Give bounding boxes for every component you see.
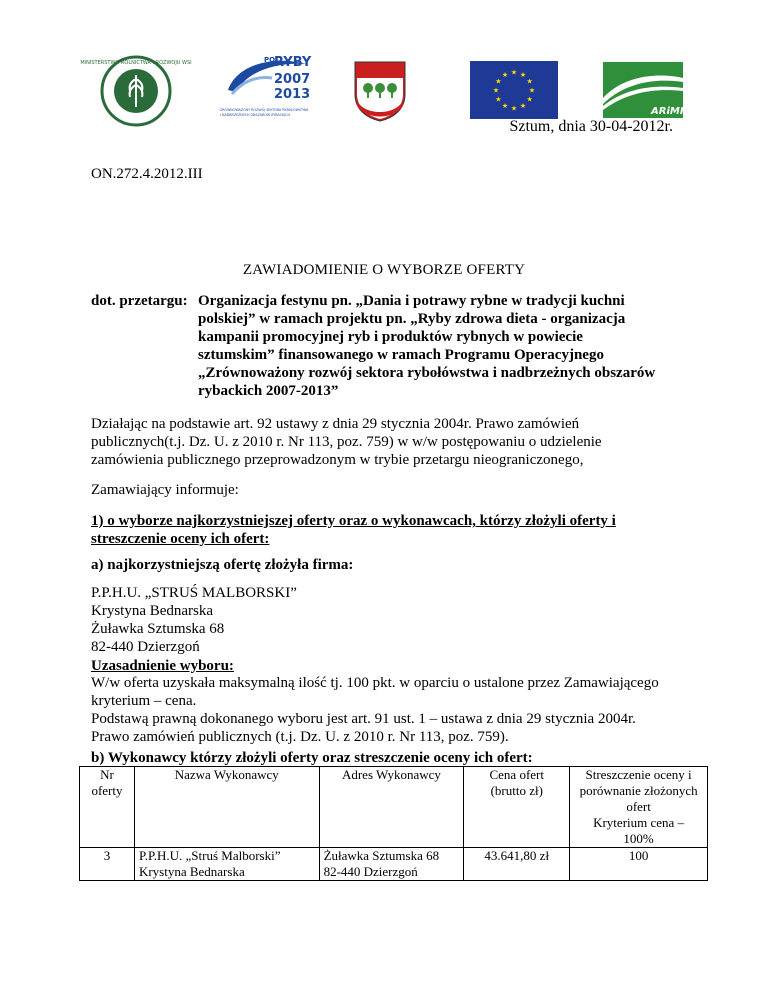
winner-line: Żuławka Sztumska 68 bbox=[91, 621, 225, 637]
subject-line: „Zrównoważony rozwój sektora rybołówstwa i nadbrzeżnych obszarów bbox=[198, 365, 656, 381]
po-text: PO bbox=[264, 56, 276, 64]
logo-bar bbox=[0, 52, 768, 122]
eu-flag-logo bbox=[470, 61, 558, 119]
document-title: ZAWIADOMIENIE O WYBORZE OFERTY bbox=[242, 262, 526, 278]
header-nr-line: oferty bbox=[91, 783, 123, 798]
cell-name bbox=[134, 848, 319, 881]
legal-basis-line: Działając na podstawie art. 92 ustawy z dnia 29 stycznia 2004r. Prawo zamówień bbox=[91, 416, 580, 432]
po-ryby-logo bbox=[218, 52, 316, 122]
section-1-heading bbox=[91, 512, 691, 548]
tender-subject bbox=[91, 292, 691, 400]
cell-address-line: 82-440 Dzierzgoń bbox=[323, 864, 418, 879]
header-nr bbox=[80, 767, 135, 848]
winner-line: P.P.H.U. „STRUŚ MALBORSKI” bbox=[91, 585, 297, 601]
ministry-logo-text: MINISTERSTWO ROLNICTWA I ROZWOJU WSI bbox=[80, 60, 192, 66]
subject-label: dot. przetargu: bbox=[91, 293, 188, 309]
subject-body bbox=[198, 292, 691, 400]
winner-address bbox=[91, 584, 691, 656]
eu-star-icon: ★ bbox=[510, 104, 518, 113]
header-price bbox=[464, 767, 570, 848]
reference-number: ON.272.4.2012.III bbox=[91, 166, 203, 182]
section-1-line: streszczenie oceny ich ofert: bbox=[91, 531, 270, 547]
eu-star-icon: ★ bbox=[492, 86, 500, 95]
header-price-line: Cena ofert bbox=[489, 767, 544, 782]
cell-price: 43.641,80 zł bbox=[464, 848, 570, 881]
ryby-caption-2: I NADBRZEŻNYCH OBSZARÓW RYBACKICH bbox=[220, 113, 290, 117]
cell-address bbox=[319, 848, 464, 881]
header-score-line: Streszczenie oceny i bbox=[585, 767, 692, 782]
informs-text: Zamawiający informuje: bbox=[91, 482, 239, 498]
header-name: Nazwa Wykonawcy bbox=[134, 767, 319, 848]
legal-basis-line: publicznych(t.j. Dz. U. z 2010 r. Nr 113, poz. 759) w w/w postępowaniu o udzielenie bbox=[91, 434, 602, 450]
cell-nr: 3 bbox=[80, 848, 135, 881]
header-address: Adres Wykonawcy bbox=[319, 767, 464, 848]
ryby-text: RYBY bbox=[274, 55, 312, 70]
arimr-logo bbox=[603, 62, 688, 118]
header-price-line: (brutto zł) bbox=[490, 783, 543, 798]
cell-score: 100 bbox=[570, 848, 708, 881]
year-end-text: 2013 bbox=[274, 87, 311, 102]
eu-star-icon: ★ bbox=[495, 95, 502, 104]
header-nr-line: Nr bbox=[100, 767, 114, 782]
header-score-line: 100% bbox=[623, 831, 654, 846]
eu-star-icon: ★ bbox=[519, 70, 527, 79]
justification-body bbox=[91, 674, 691, 746]
subject-line: sztumskim” finansowanego w ramach Programu Operacyjnego bbox=[198, 347, 604, 363]
justification-line: W/w oferta uzyskała maksymalną ilość tj. 100 pkt. w oparciu o ustalone przez Zamawiającego bbox=[91, 675, 659, 691]
cell-name-line: P.P.H.U. „Struś Malborski” bbox=[138, 848, 281, 863]
header-score bbox=[570, 767, 708, 848]
eu-star-icon: ★ bbox=[526, 95, 533, 104]
offers-table bbox=[79, 766, 708, 881]
section-b-heading: b) Wykonawcy którzy złożyli oferty oraz streszczenie oceny ich ofert: bbox=[91, 750, 533, 766]
subject-line: Organizacja festynu pn. „Dania i potrawy rybne w tradycji kuchni bbox=[198, 293, 625, 309]
justification-line: kryterium – cena. bbox=[91, 693, 197, 709]
legal-basis-line: zamówienia publicznego przeprowadzonym w trybie przetargu nieograniczonego, bbox=[91, 452, 584, 468]
justification-line: Podstawą prawną dokonanego wyboru jest art. 91 ust. 1 – ustawa z dnia 29 stycznia 2004r. bbox=[91, 711, 636, 727]
eu-star-icon: ★ bbox=[526, 77, 533, 86]
year-start-text: 2007 bbox=[274, 72, 311, 87]
cell-address-line: Żuławka Sztumska 68 bbox=[323, 848, 440, 863]
justification-title: Uzasadnienie wyboru: bbox=[91, 658, 234, 674]
ministry-agriculture-logo bbox=[80, 55, 192, 127]
ryby-caption-1: ZRÓWNOWAŻONY ROZWÓJ SEKTORA RYBOŁÓWSTWA bbox=[220, 108, 309, 112]
eu-star-icon: ★ bbox=[501, 70, 509, 79]
winner-line: Krystyna Bednarska bbox=[91, 603, 214, 619]
eu-star-icon: ★ bbox=[501, 102, 509, 111]
eu-star-icon: ★ bbox=[495, 77, 502, 86]
table-row bbox=[80, 848, 708, 881]
cell-name-line: Krystyna Bednarska bbox=[138, 864, 245, 879]
subject-line: kampanii promocyjnej ryb i produktów rybnych w powiecie bbox=[198, 329, 583, 345]
subject-line: rybackich 2007-2013” bbox=[198, 383, 339, 399]
place-date: Sztum, dnia 30-04-2012r. bbox=[509, 118, 673, 135]
coat-of-arms-logo bbox=[353, 60, 407, 122]
subject-line: polskiej” w ramach projektu pn. „Ryby zdrowa dieta - organizacja bbox=[198, 311, 626, 327]
header-score-line: ofert bbox=[626, 799, 651, 814]
section-a-heading: a) najkorzystniejszą ofertę złożyła firma: bbox=[91, 557, 354, 573]
legal-basis bbox=[91, 415, 691, 469]
section-1-line: 1) o wyborze najkorzystniejszej oferty oraz o wykonawcach, którzy złożyli oferty i bbox=[91, 513, 616, 529]
header-score-line: Kryterium cena – bbox=[593, 815, 685, 830]
eu-star-icon: ★ bbox=[519, 102, 527, 111]
eu-star-icon: ★ bbox=[510, 68, 518, 77]
table-header-row bbox=[80, 767, 708, 848]
winner-line: 82-440 Dzierzgoń bbox=[91, 639, 200, 655]
header-score-line: porównanie złożonych bbox=[579, 783, 698, 798]
arimr-text: ARiMR bbox=[651, 106, 688, 117]
eu-star-icon: ★ bbox=[528, 86, 536, 95]
justification-line: Prawo zamówień publicznych (t.j. Dz. U. z 2010 r. Nr 113, poz. 759). bbox=[91, 729, 509, 745]
